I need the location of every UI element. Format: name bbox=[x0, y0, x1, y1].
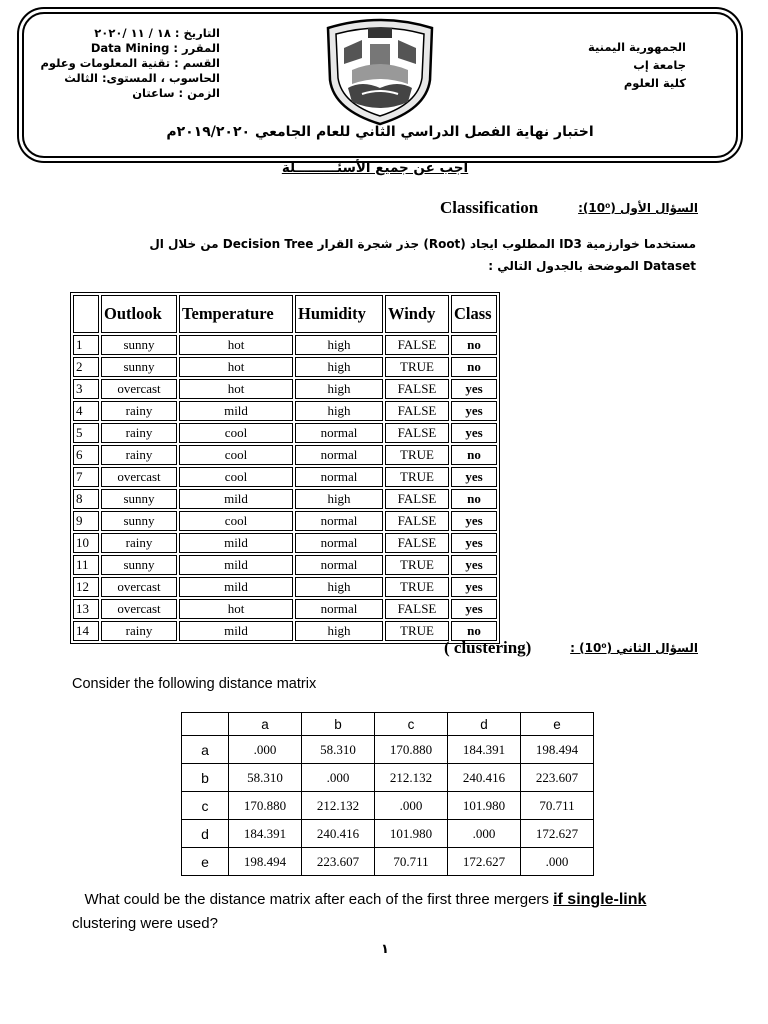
windy-cell: FALSE bbox=[385, 511, 449, 531]
humidity-cell: high bbox=[295, 401, 383, 421]
table-row bbox=[73, 511, 497, 531]
table-header-row bbox=[73, 295, 497, 333]
table-row bbox=[73, 467, 497, 487]
matrix-row bbox=[182, 792, 594, 820]
matrix-row bbox=[182, 736, 594, 764]
column-header-humidity: Humidity bbox=[295, 295, 383, 333]
matrix-cell: 198.494 bbox=[521, 736, 594, 764]
table-row bbox=[73, 621, 497, 641]
matrix-cell: .000 bbox=[521, 848, 594, 876]
humidity-cell: normal bbox=[295, 511, 383, 531]
windy-cell: FALSE bbox=[385, 533, 449, 553]
outlook-cell: rainy bbox=[101, 401, 177, 421]
question1-topic: Classification bbox=[440, 198, 539, 217]
matrix-cell: .000 bbox=[448, 820, 521, 848]
class-cell: no bbox=[451, 335, 497, 355]
question2-prompt-end: clustering were used? bbox=[72, 915, 218, 932]
faculty-name: كلية العلوم bbox=[623, 76, 686, 90]
column-header-class: Class bbox=[451, 295, 497, 333]
humidity-cell: normal bbox=[295, 423, 383, 443]
table-row bbox=[73, 599, 497, 619]
matrix-cell: 198.494 bbox=[229, 848, 302, 876]
exam-department: القسم : تقنية المعلومات وعلوم bbox=[40, 56, 220, 70]
matrix-cell: 170.880 bbox=[229, 792, 302, 820]
dataset-table bbox=[70, 292, 500, 644]
row-index: 8 bbox=[73, 489, 99, 509]
university-name: جامعة إب bbox=[633, 58, 686, 72]
temperature-cell: mild bbox=[179, 577, 293, 597]
matrix-row-label: e bbox=[182, 848, 229, 876]
column-header-windy: Windy bbox=[385, 295, 449, 333]
class-cell: yes bbox=[451, 555, 497, 575]
windy-cell: TRUE bbox=[385, 577, 449, 597]
matrix-cell: 70.711 bbox=[521, 792, 594, 820]
matrix-cell: 184.391 bbox=[229, 820, 302, 848]
row-index: 13 bbox=[73, 599, 99, 619]
row-index: 9 bbox=[73, 511, 99, 531]
matrix-cell: .000 bbox=[375, 792, 448, 820]
outlook-cell: rainy bbox=[101, 533, 177, 553]
matrix-cell: 240.416 bbox=[448, 764, 521, 792]
class-cell: yes bbox=[451, 423, 497, 443]
outlook-cell: overcast bbox=[101, 599, 177, 619]
windy-cell: FALSE bbox=[385, 379, 449, 399]
outlook-cell: sunny bbox=[101, 357, 177, 377]
outlook-cell: sunny bbox=[101, 335, 177, 355]
instruction-text: اجب عن جميع الأسئـــــــــلة bbox=[281, 160, 469, 176]
row-index: 14 bbox=[73, 621, 99, 641]
matrix-row-label: c bbox=[182, 792, 229, 820]
page-number: ١ bbox=[381, 942, 389, 957]
exam-level: الحاسوب ، المستوى: الثالث bbox=[64, 71, 220, 85]
matrix-cell: 223.607 bbox=[521, 764, 594, 792]
matrix-cell: 170.880 bbox=[375, 736, 448, 764]
class-cell: yes bbox=[451, 577, 497, 597]
windy-cell: TRUE bbox=[385, 445, 449, 465]
windy-cell: FALSE bbox=[385, 401, 449, 421]
table-row bbox=[73, 357, 497, 377]
class-cell: yes bbox=[451, 401, 497, 421]
temperature-cell: hot bbox=[179, 599, 293, 619]
class-cell: no bbox=[451, 357, 497, 377]
class-cell: yes bbox=[451, 511, 497, 531]
matrix-row bbox=[182, 820, 594, 848]
class-cell: yes bbox=[451, 599, 497, 619]
matrix-corner-cell bbox=[182, 713, 229, 736]
column-header-temperature: Temperature bbox=[179, 295, 293, 333]
table-row bbox=[73, 533, 497, 553]
humidity-cell: high bbox=[295, 357, 383, 377]
question2-topic: ( clustering) bbox=[444, 638, 532, 657]
row-index: 11 bbox=[73, 555, 99, 575]
humidity-cell: high bbox=[295, 577, 383, 597]
row-index: 5 bbox=[73, 423, 99, 443]
matrix-row-label: d bbox=[182, 820, 229, 848]
windy-cell: TRUE bbox=[385, 621, 449, 641]
row-index: 4 bbox=[73, 401, 99, 421]
exam-title: اختبار نهاية الفصل الدراسي الثاني للعام الجامعي ٢٠١٩/٢٠٢٠م bbox=[166, 124, 594, 140]
question1-line2: Dataset الموضحة بالجدول التالي : bbox=[488, 259, 696, 273]
outlook-cell: rainy bbox=[101, 621, 177, 641]
temperature-cell: cool bbox=[179, 467, 293, 487]
windy-cell: TRUE bbox=[385, 357, 449, 377]
matrix-row bbox=[182, 848, 594, 876]
matrix-cell: 212.132 bbox=[302, 792, 375, 820]
humidity-cell: high bbox=[295, 335, 383, 355]
outlook-cell: rainy bbox=[101, 445, 177, 465]
temperature-cell: hot bbox=[179, 335, 293, 355]
class-cell: yes bbox=[451, 533, 497, 553]
temperature-cell: cool bbox=[179, 445, 293, 465]
class-cell: no bbox=[451, 445, 497, 465]
table-row bbox=[73, 577, 497, 597]
temperature-cell: mild bbox=[179, 489, 293, 509]
outlook-cell: sunny bbox=[101, 489, 177, 509]
exam-course: المقرر : Data Mining bbox=[90, 41, 220, 55]
matrix-row-label: a bbox=[182, 736, 229, 764]
outlook-cell: overcast bbox=[101, 577, 177, 597]
humidity-cell: normal bbox=[295, 533, 383, 553]
class-cell: yes bbox=[451, 467, 497, 487]
table-row bbox=[73, 445, 497, 465]
table-row bbox=[73, 489, 497, 509]
distance-matrix-intro: Consider the following distance matrix bbox=[72, 676, 317, 692]
matrix-cell: .000 bbox=[229, 736, 302, 764]
matrix-cell: 101.980 bbox=[448, 792, 521, 820]
table-row bbox=[73, 401, 497, 421]
humidity-cell: high bbox=[295, 379, 383, 399]
temperature-cell: mild bbox=[179, 533, 293, 553]
class-cell: no bbox=[451, 489, 497, 509]
windy-cell: FALSE bbox=[385, 423, 449, 443]
question1-heading: السؤال الأول (10⁰): bbox=[578, 201, 698, 215]
temperature-cell: mild bbox=[179, 555, 293, 575]
matrix-cell: 70.711 bbox=[375, 848, 448, 876]
temperature-cell: cool bbox=[179, 423, 293, 443]
humidity-cell: normal bbox=[295, 599, 383, 619]
temperature-cell: mild bbox=[179, 621, 293, 641]
matrix-cell: 172.627 bbox=[448, 848, 521, 876]
table-row bbox=[73, 335, 497, 355]
matrix-cell: .000 bbox=[302, 764, 375, 792]
question2-prompt-start: What could be the distance matrix after each of the first three mergers bbox=[84, 891, 554, 908]
temperature-cell: hot bbox=[179, 357, 293, 377]
humidity-cell: normal bbox=[295, 555, 383, 575]
row-index: 3 bbox=[73, 379, 99, 399]
outlook-cell: overcast bbox=[101, 467, 177, 487]
table-row bbox=[73, 379, 497, 399]
matrix-column-header: b bbox=[302, 713, 375, 736]
temperature-cell: mild bbox=[179, 401, 293, 421]
class-cell: no bbox=[451, 621, 497, 641]
question2-heading: السؤال الثاني (10⁰) : bbox=[570, 641, 698, 655]
row-index: 1 bbox=[73, 335, 99, 355]
country-name: الجمهورية اليمنية bbox=[587, 40, 686, 54]
matrix-column-header: d bbox=[448, 713, 521, 736]
question2-prompt bbox=[72, 888, 712, 936]
distance-matrix-table bbox=[181, 712, 594, 876]
matrix-cell: 58.310 bbox=[302, 736, 375, 764]
windy-cell: TRUE bbox=[385, 555, 449, 575]
matrix-header-row bbox=[182, 713, 594, 736]
exam-info-block bbox=[34, 26, 220, 101]
column-header-outlook: Outlook bbox=[101, 295, 177, 333]
humidity-cell: high bbox=[295, 489, 383, 509]
humidity-cell: normal bbox=[295, 445, 383, 465]
matrix-cell: 212.132 bbox=[375, 764, 448, 792]
university-emblem-icon bbox=[322, 18, 438, 128]
matrix-cell: 58.310 bbox=[229, 764, 302, 792]
outlook-cell: overcast bbox=[101, 379, 177, 399]
matrix-column-header: e bbox=[521, 713, 594, 736]
humidity-cell: high bbox=[295, 621, 383, 641]
institution-block bbox=[580, 38, 686, 92]
outlook-cell: sunny bbox=[101, 511, 177, 531]
matrix-cell: 240.416 bbox=[302, 820, 375, 848]
row-index: 2 bbox=[73, 357, 99, 377]
row-index: 7 bbox=[73, 467, 99, 487]
exam-duration: الزمن : ساعتان bbox=[132, 86, 220, 100]
matrix-row-label: b bbox=[182, 764, 229, 792]
question2-prompt-highlight: if single-link bbox=[553, 891, 647, 908]
outlook-cell: rainy bbox=[101, 423, 177, 443]
row-index: 6 bbox=[73, 445, 99, 465]
matrix-cell: 172.627 bbox=[521, 820, 594, 848]
windy-cell: FALSE bbox=[385, 489, 449, 509]
matrix-cell: 223.607 bbox=[302, 848, 375, 876]
windy-cell: FALSE bbox=[385, 335, 449, 355]
matrix-cell: 184.391 bbox=[448, 736, 521, 764]
windy-cell: TRUE bbox=[385, 467, 449, 487]
windy-cell: FALSE bbox=[385, 599, 449, 619]
table-row bbox=[73, 423, 497, 443]
table-row bbox=[73, 555, 497, 575]
column-header-index bbox=[73, 295, 99, 333]
matrix-column-header: c bbox=[375, 713, 448, 736]
temperature-cell: hot bbox=[179, 379, 293, 399]
row-index: 10 bbox=[73, 533, 99, 553]
matrix-cell: 101.980 bbox=[375, 820, 448, 848]
question1-line1: مستخدما خوارزمية ID3 المطلوب ايجاد (Root) جذر شجرة القرار Decision Tree من خلال ال bbox=[149, 237, 696, 251]
row-index: 12 bbox=[73, 577, 99, 597]
class-cell: yes bbox=[451, 379, 497, 399]
temperature-cell: cool bbox=[179, 511, 293, 531]
matrix-row bbox=[182, 764, 594, 792]
humidity-cell: normal bbox=[295, 467, 383, 487]
outlook-cell: sunny bbox=[101, 555, 177, 575]
matrix-column-header: a bbox=[229, 713, 302, 736]
question1-text bbox=[70, 233, 696, 277]
exam-date: التاريخ : ١٨ / ١١ /٢٠٢٠ bbox=[94, 26, 220, 40]
